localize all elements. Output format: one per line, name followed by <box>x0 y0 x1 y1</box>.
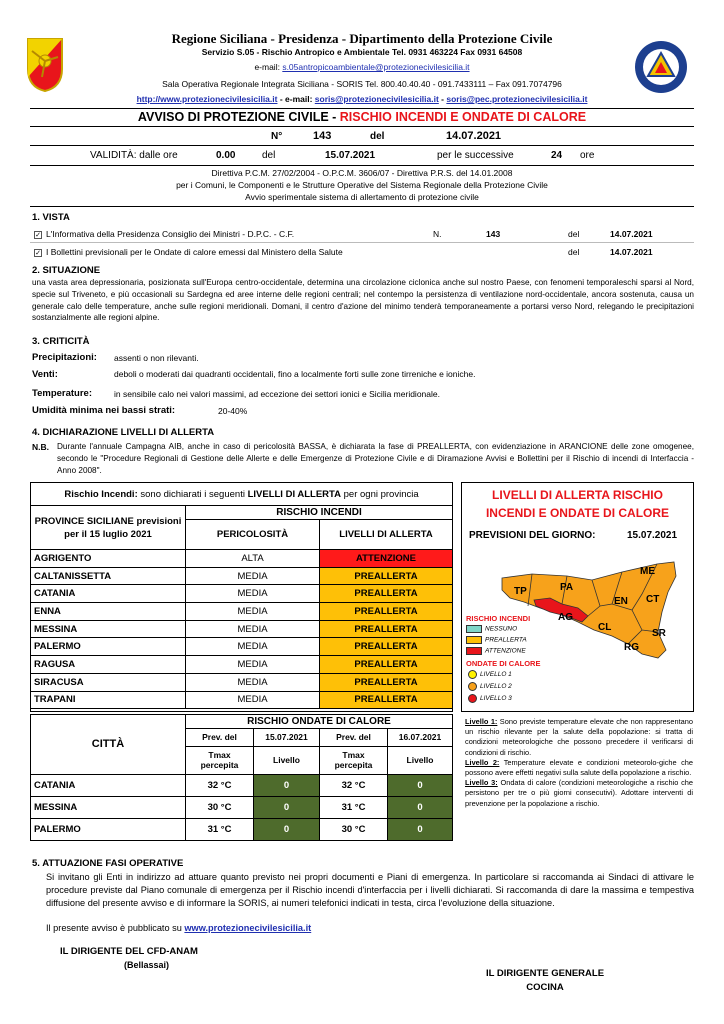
criticita-value: deboli o moderati dai quadranti occidentali, fino a localmente forti sulle zone tirreniche e ioniche. <box>114 369 476 379</box>
livello-cell: 0 <box>388 774 453 796</box>
map-title-1: LIVELLI DI ALLERTA RISCHIO <box>492 488 663 502</box>
livello-label: Livello 1: <box>465 717 498 726</box>
table-row <box>31 585 453 603</box>
avviso-date: 14.07.2021 <box>446 130 502 142</box>
checkbox-icon: ✓ <box>35 231 41 239</box>
avviso-number: 143 <box>313 130 332 142</box>
col-livelli: LIVELLI DI ALLERTA <box>320 520 453 550</box>
tmax-cell: 30 °C <box>320 818 388 840</box>
legend-item <box>466 625 517 633</box>
prev-date-1: 15.07.2021 <box>254 729 320 747</box>
table-row <box>31 673 453 691</box>
email-label: e-mail: <box>254 62 283 72</box>
livello-cell: PREALLERTA <box>320 673 453 691</box>
legend-dot <box>468 682 477 691</box>
signature-left-name: (Bellassai) <box>124 960 170 970</box>
livello-cell: 0 <box>254 774 320 796</box>
table-row <box>31 620 453 638</box>
nb-label: N.B. <box>32 442 49 452</box>
city-cell: CATANIA <box>31 774 186 796</box>
legend-item <box>468 682 512 691</box>
legend-label: PREALLERTA <box>485 636 527 644</box>
dichiarazione-text: Durante l'annuale Campagna AIB, anche in caso di pericolosità BASSA, è dichiarata la fase di PREALLERTA, con evidenziazione in ARANCIONE delle zone omogenee, secondo le "Procedure Regionali di Gestione delle Allerte e delle Emergenze di Protezione Civile e di Diramazione Avvisi e Bollettini per il Rischio di incendi di Interfaccia - Anno 2008". <box>57 442 694 475</box>
incendi-intro-bold: LIVELLI DI ALLERTA <box>247 489 341 500</box>
pericolosita-cell: ALTA <box>186 550 320 568</box>
table-row <box>31 774 453 796</box>
attuazione-text: Si invitano gli Enti in indirizzo ad attuare quanto previsto nei propri documenti e Piani di emergenza. In particolare si raccomanda ai Sindaci di attivare le procedure previste dal Piano comunale di emergenza per il Rischio incendi d'interfaccia per i livelli dichiarati. Si raccomanda di dare la massima e tempestiva diffusione del presente avviso e di informare la SORIS, ai numeri telefonici indicati in testa, circa l'evoluzione della situazione. <box>46 872 694 908</box>
criticita-value: assenti o non rilevanti. <box>114 353 199 363</box>
legend-item <box>466 636 527 644</box>
tmax-cell: 30 °C <box>186 796 254 818</box>
section-attuazione-heading: 5. ATTUAZIONE FASI OPERATIVE <box>32 858 184 869</box>
livello-text: Sono previste temperature elevate che non rappresentano un rischio rilevante per la salute della popolazione: si tratta di condizioni meteorologiche che possono precedere il verificarsi di condizioni di rischio. <box>465 717 693 757</box>
vista-item-text: I Bollettini previsionali per le Ondate di calore emessi dal Ministero della Salute <box>46 247 343 257</box>
incendi-intro-end: per ogni provincia <box>341 489 419 500</box>
pericolosita-cell: MEDIA <box>186 673 320 691</box>
pericolosita-cell: MEDIA <box>186 656 320 674</box>
checkbox-icon: ✓ <box>35 249 41 257</box>
divider <box>30 242 694 243</box>
criticita-value: in sensibile calo nei valori massimi, ad eccezione dei settori ionici e Sicilia meridionale. <box>114 389 440 399</box>
incendi-intro-label: Rischio Incendi: <box>64 489 138 500</box>
table-row <box>31 550 453 568</box>
col-citta: CITTÀ <box>31 715 186 775</box>
divider <box>30 108 694 109</box>
header-soris: Sala Operativa Regionale Integrata Siciliana - SORIS Tel. 800.40.40.40 - 091.7433111 – Fax 091.7074796 <box>162 79 562 89</box>
livello-3-text <box>465 778 693 809</box>
livello-cell: 0 <box>388 818 453 840</box>
province-cell: CALTANISSETTA <box>31 567 186 585</box>
signature-left-title: IL DIRIGENTE DEL CFD-ANAM <box>60 946 198 957</box>
pericolosita-cell: MEDIA <box>186 585 320 603</box>
section-dichiarazione-heading: 4. DICHIARAZIONE LIVELLI DI ALLERTA <box>32 427 215 438</box>
published-label: Il presente avviso è pubblicato su <box>46 923 185 933</box>
province-cell: ENNA <box>31 603 186 621</box>
legend-swatch <box>466 625 482 633</box>
vista-date: 14.07.2021 <box>610 247 653 257</box>
legend-item <box>466 647 526 655</box>
legend-label: LIVELLO 1 <box>480 671 512 679</box>
divider <box>30 165 694 166</box>
pericolosita-cell: MEDIA <box>186 620 320 638</box>
tmax-cell: 32 °C <box>186 774 254 796</box>
legend-item <box>468 670 512 679</box>
section-criticita-heading: 3. CRITICITÀ <box>32 336 90 347</box>
province-label: CT <box>646 594 660 605</box>
province-label: RG <box>624 642 639 653</box>
livello-cell: PREALLERTA <box>320 638 453 656</box>
header-title: Regione Siciliana - Presidenza - Dipartimento della Protezione Civile <box>171 31 553 46</box>
header-links <box>0 94 724 104</box>
prev-date-2: 16.07.2021 <box>388 729 453 747</box>
avviso-title-black: AVVISO DI PROTEZIONE CIVILE - <box>137 110 340 124</box>
livello-cell: PREALLERTA <box>320 567 453 585</box>
published-line <box>46 923 311 933</box>
vista-item <box>34 229 294 239</box>
incendi-intro-text: sono dichiarati i seguenti <box>137 489 248 500</box>
criticita-label: Umidità minima nei bassi strati: <box>32 405 176 416</box>
table-row <box>31 796 453 818</box>
prev-del-label: Prev. del <box>320 729 388 747</box>
pericolosita-cell: MEDIA <box>186 638 320 656</box>
province-cell: TRAPANI <box>31 691 186 709</box>
province-label: PA <box>560 582 574 593</box>
pericolosita-cell: MEDIA <box>186 567 320 585</box>
col-tmax: Tmax percepita <box>186 746 254 774</box>
tmax-cell: 32 °C <box>320 774 388 796</box>
map-prev-label: PREVISIONI DEL GIORNO: <box>469 530 596 541</box>
province-cell: RAGUSA <box>31 656 186 674</box>
table-row <box>31 656 453 674</box>
validita-del: del <box>262 150 276 161</box>
email-link[interactable]: s.05antropicoambientale@protezionecivilesicilia.it <box>282 62 470 72</box>
col-province: PROVINCE SICILIANE previsioni per il 15 luglio 2021 <box>31 506 186 550</box>
province-cell: SIRACUSA <box>31 673 186 691</box>
livello-cell: ATTENZIONE <box>320 550 453 568</box>
col-livello: Livello <box>388 746 453 774</box>
criticita-label: Venti: <box>32 369 58 380</box>
livello-cell: PREALLERTA <box>320 620 453 638</box>
divider <box>30 126 694 127</box>
vista-n-label: N. <box>433 229 442 239</box>
livello-cell: 0 <box>254 818 320 840</box>
livello-label: Livello 2: <box>465 757 500 767</box>
directive-2: per i Comuni, le Componenti e le Strutture Operative del Sistema Regionale della Protezione Civile <box>176 180 548 190</box>
vista-item-text: L'Informativa della Presidenza Consiglio dei Ministri - D.P.C. - C.F. <box>46 229 295 239</box>
col-livello: Livello <box>254 746 320 774</box>
table-row <box>31 603 453 621</box>
legend-calore-title: ONDATE DI CALORE <box>466 659 541 668</box>
directive-1: Direttiva P.C.M. 27/02/2004 - O.P.C.M. 3606/07 - Direttiva P.R.S. del 14.01.2008 <box>211 168 513 178</box>
livello-label: Livello 3: <box>465 778 498 788</box>
situazione-text: una vasta area depressionaria, posizionata sull'Europa centro-occidentale, determina una circolazione ciclonica anche sul nostro Paese, con fenomeni temporaleschi sparsi al Nord, specie sul Triveneto, e più occasionali su Sardegna ed aree interne delle regioni centrali; nel contempo la persistenza di ventilazione nord-occidentale, ancora sostenuta, causa un generale calo delle temperature, anche sulle regioni meridionali. Domani, il centro d'azione del minimo tenderà temporaneamente a portarsi verso Nord, relegando le precipitazioni sostanzialmente alle regioni alpine. <box>32 278 694 323</box>
livello-text: Temperature elevate e condizioni meteorolo-giche che possono avere effetti negativi sulla salute della popolazione a rischio. <box>465 757 693 778</box>
pec-sep: - <box>438 94 447 104</box>
livello-cell: PREALLERTA <box>320 603 453 621</box>
city-cell: MESSINA <box>31 796 186 818</box>
map-title-2: INCENDI E ONDATE DI CALORE <box>485 506 670 520</box>
table-row <box>31 567 453 585</box>
avviso-title <box>30 110 694 124</box>
livello-text: Ondata di calore (condizioni meteorologiche a rischio che persistono per tre o più giorni consecutivi). Adottare interventi di prevenzione per la popolazione a rischio. <box>465 778 693 808</box>
city-cell: PALERMO <box>31 818 186 840</box>
vista-n: 143 <box>486 229 501 239</box>
province-label: ME <box>640 566 655 577</box>
table-row <box>31 638 453 656</box>
calore-table <box>30 714 453 841</box>
livello-2-text <box>465 758 693 778</box>
col-rischio-calore: RISCHIO ONDATE DI CALORE <box>186 715 453 729</box>
table-row <box>31 818 453 840</box>
province-label: EN <box>614 596 628 607</box>
tmax-cell: 31 °C <box>320 796 388 818</box>
pericolosita-cell: MEDIA <box>186 691 320 709</box>
validita-hours: 24 <box>551 150 563 161</box>
web-sep: - e-mail: <box>277 94 315 104</box>
province-cell: PALERMO <box>31 638 186 656</box>
legend-dot <box>468 670 477 679</box>
legend-label: ATTENZIONE <box>485 647 526 655</box>
header-email-line <box>0 62 724 72</box>
divider <box>30 145 694 146</box>
legend-label: NESSUNO <box>485 625 518 633</box>
pericolosita-cell: MEDIA <box>186 603 320 621</box>
signature-right-title: IL DIRIGENTE GENERALE <box>485 968 605 979</box>
province-label: TP <box>514 586 527 597</box>
criticita-value: 20-40% <box>218 406 248 416</box>
web-link[interactable]: http://www.protezionecivilesicilia.it <box>136 94 278 104</box>
validita-successive: per le successive <box>437 150 514 161</box>
criticita-label: Precipitazioni: <box>32 352 97 363</box>
legend-item <box>468 694 512 703</box>
legend-label: LIVELLO 3 <box>480 695 512 703</box>
vista-del: del <box>568 229 580 239</box>
incendi-intro <box>30 489 453 500</box>
table-row <box>31 691 453 709</box>
tmax-cell: 31 °C <box>186 818 254 840</box>
livello-cell: PREALLERTA <box>320 585 453 603</box>
criticita-label: Temperature: <box>32 388 93 399</box>
avviso-title-red: RISCHIO INCENDI E ONDATE DI CALORE <box>339 110 587 124</box>
directive-3: Avvio sperimentale sistema di allertamento di protezione civile <box>245 192 479 202</box>
soris-email-link[interactable]: soris@protezionecivilesicilia.it <box>314 94 439 104</box>
incendi-table <box>30 505 453 709</box>
legend-incendi-title: RISCHIO INCENDI <box>466 614 531 623</box>
province-label: CL <box>598 622 612 633</box>
validita-hour: 0.00 <box>216 150 236 161</box>
header-service: Servizio S.05 - Rischio Antropico e Ambientale Tel. 0931 463224 Fax 0931 64508 <box>201 47 523 57</box>
vista-del: del <box>568 247 580 257</box>
province-label: AG <box>558 612 573 623</box>
vista-item <box>34 247 343 257</box>
legend-swatch <box>466 647 482 655</box>
col-tmax: Tmax percepita <box>320 746 388 774</box>
vista-date: 14.07.2021 <box>610 229 653 239</box>
province-label: SR <box>652 628 666 639</box>
validita-label: VALIDITÀ: dalle ore <box>90 150 178 161</box>
col-pericolosita: PERICOLOSITÀ <box>186 520 320 550</box>
province-cell: AGRIGENTO <box>31 550 186 568</box>
col-rischio-incendi: RISCHIO INCENDI <box>186 506 453 520</box>
legend-label: LIVELLO 2 <box>480 683 512 691</box>
validita-ore: ore <box>580 150 595 161</box>
livelli-description <box>465 717 693 809</box>
section-vista-heading: 1. VISTA <box>32 212 70 223</box>
legend-dot <box>468 694 477 703</box>
map-prev-date: 15.07.2021 <box>627 530 678 541</box>
livello-cell: PREALLERTA <box>320 656 453 674</box>
avviso-n-label: N° <box>271 131 283 142</box>
livello-1-text <box>465 717 693 758</box>
province-cell: MESSINA <box>31 620 186 638</box>
province-cell: CATANIA <box>31 585 186 603</box>
livello-cell: PREALLERTA <box>320 691 453 709</box>
livello-cell: 0 <box>388 796 453 818</box>
avviso-del-label: del <box>370 131 385 142</box>
pec-link[interactable]: soris@pec.protezionecivilesicilia.it <box>446 94 588 104</box>
prev-del-label: Prev. del <box>186 729 254 747</box>
divider <box>30 206 694 207</box>
published-link[interactable]: www.protezionecivilesicilia.it <box>184 923 312 933</box>
section-situazione-heading: 2. SITUAZIONE <box>32 265 101 276</box>
validita-date: 15.07.2021 <box>325 150 376 161</box>
legend-swatch <box>466 636 482 644</box>
signature-right-name: COCINA <box>526 982 564 993</box>
livello-cell: 0 <box>254 796 320 818</box>
